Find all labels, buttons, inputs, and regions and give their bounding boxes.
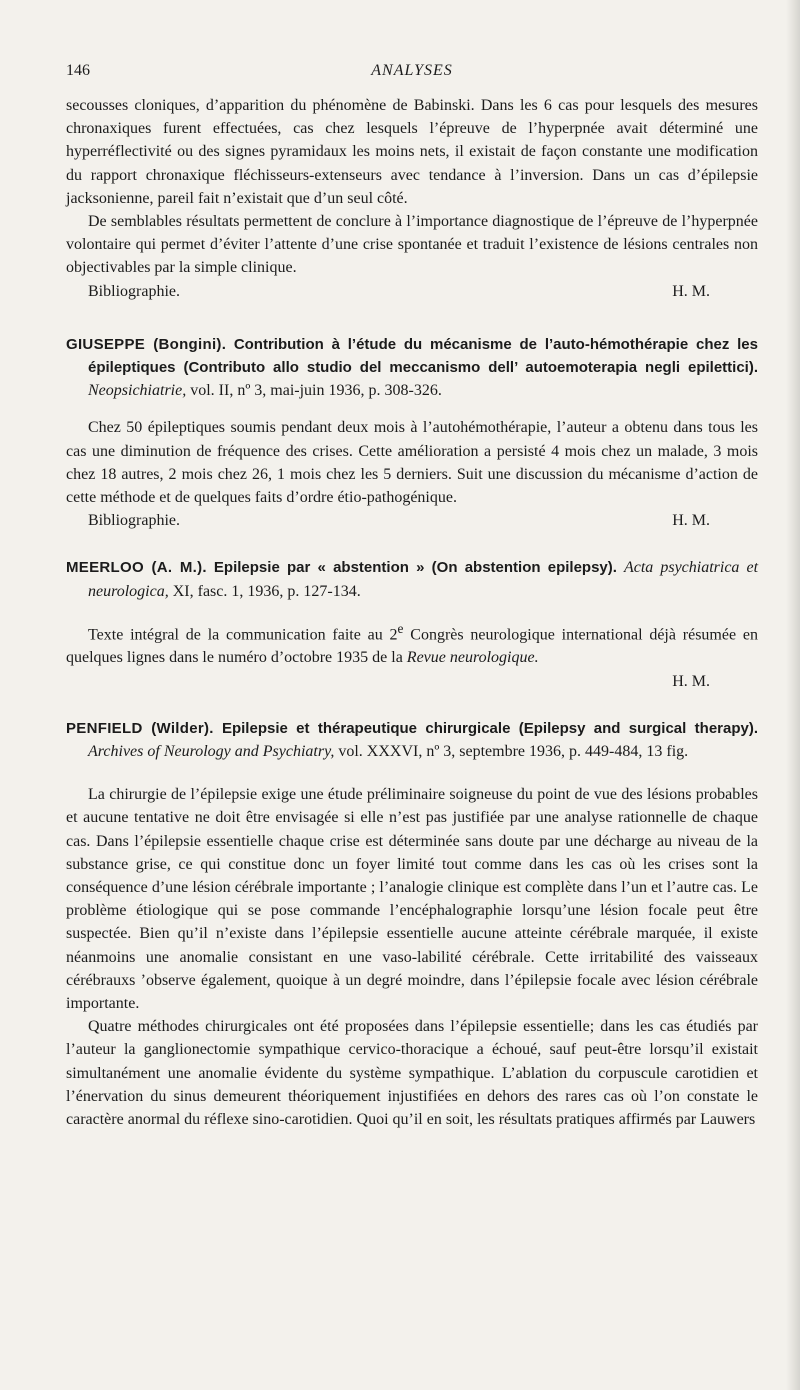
entry-paragraph-text-a: Texte intégral de la communication faite au 2: [88, 626, 398, 644]
entry-paragraph-2: Quatre méthodes chirurgicales ont été proposées dans l’épilepsie essentielle; dans les cas étudiés par l’auteur la ganglionectomie sympathique cervico-thoracique a échoué, sauf peut-être lorsqu’il existait simultanément une anomalie évidente du système sympathique. L’ablation du corpuscule carotidien et l’énervation du sinus demeurent théoriquement injustifiées en dehors des rares cas où l’on constate le caractère anormal du réflexe sino-carotidien. Quoi qu’il en soit, les résultats pratiques affirmés par Lauwers: [66, 1018, 758, 1129]
abstract-entry-giuseppe: [66, 333, 758, 533]
entry-citation: vol. II, nº 3, mai-juin 1936, p. 308-326.: [190, 382, 442, 400]
entry-heading: [66, 333, 758, 403]
entry-author: MEERLOO (A. M.).: [66, 559, 207, 577]
running-title: ANALYSES: [371, 62, 453, 79]
entry-citation: XI, fasc. 1, 1936, p. 127-134.: [172, 582, 361, 600]
entry-journal: Acta psychiatrica et neurologica,: [88, 559, 759, 600]
abstract-entry-penfield: [66, 717, 758, 1131]
entry-heading: [66, 717, 758, 763]
bibliography-label: Bibliographie.: [88, 282, 180, 300]
entry-footer: [66, 509, 758, 532]
entry-paragraph: [66, 617, 758, 670]
page-number: 146: [66, 62, 90, 79]
entry-citation: vol. XXXVI, nº 3, septembre 1936, p. 449-484, 13 fig.: [338, 743, 689, 760]
running-head: [66, 62, 758, 86]
entry-title: Epilepsie et thérapeutique chirurgicale (Epilepsy and surgical therapy).: [221, 719, 759, 737]
entry-paragraph-journal: Revue neurologique.: [406, 649, 539, 667]
entry-title: Contribution à l’étude du mécanisme de l’auto-hémothérapie chez les épileptiques (Contributo allo studio del meccanismo dell’ autoemoterapia negli epilettici).: [88, 335, 758, 377]
bibliography-label: Bibliographie.: [88, 512, 180, 530]
entry-heading: [66, 556, 758, 602]
document-page: [66, 62, 758, 1131]
entry-journal: Neopsichiatrie,: [88, 382, 187, 400]
page-edge-shadow: [786, 0, 800, 1390]
entry-title: Epilepsie par « abstention » (On abstention epilepsy).: [213, 559, 617, 577]
entry-paragraph: Chez 50 épileptiques soumis pendant deux mois à l’autohémothérapie, l’auteur a obtenu dans tous les cas une diminution de fréquence des crises. Cette amélioration a persisté 4 mois chez un malade, 3 mois chez 18 autres, 2 mois chez 26, 1 mois chez les 5 derniers. Suit une discussion du mécanisme d’action de cette méthode et de quelques faits d’ordre étio-pathogénique.: [66, 419, 758, 507]
signature: H. M.: [672, 512, 710, 530]
ordinal-superscript: e: [397, 620, 404, 636]
continuation-paragraph-2: De semblables résultats permettent de conclure à l’importance diagnostique de l’épreuve de l’hyperpnée volontaire qui permet d’éviter l’attente d’une crise spontanée et traduit l’existence de lésions centrales non objectivables par la simple clinique.: [66, 213, 758, 277]
entry-author: GIUSEPPE (Bongini).: [66, 335, 227, 353]
abstract-entry-meerloo: [66, 556, 758, 692]
entry-author: PENFIELD (Wilder).: [66, 719, 214, 737]
entry-paragraph-1: La chirurgie de l’épilepsie exige une étude préliminaire soigneuse du point de vue des lésions probables et aucune tentative ne doit être envisagée si elle n’est pas justifiée par une analyse rationnelle de chaque cas. Dans l’épilepsie essentielle chaque crise est déterminée sans doute par une décharge au niveau de la substance grise, ce qui constitue donc un foyer limité tout comme dans les cas où les crises sont la conséquence d’une lésion cérébrale importante ; l’analogie clinique est complète dans l’un et l’autre cas. Le problème étiologique qui se pose commande l’encéphalographie lorsqu’une lésion focale peut être suspectée. Bien qu’il n’existe dans l’épilepsie essentielle aucune atteinte cérébrale marquée, il existe néanmoins une anomalie consistant en une vaso-labilité cérébrale. Cette irritabilité des vaisseaux cérébrauxs ’observe également, quoique à un degré moindre, dans l’épilepsie focale avec lésion cérébrale importante.: [66, 786, 758, 1013]
signature: H. M.: [672, 672, 710, 690]
entry-journal: Archives of Neurology and Psychiatry,: [88, 743, 335, 760]
signature: H. M.: [672, 282, 710, 300]
continuation-footer: [66, 280, 758, 303]
entry-paragraph-text-b: Congrès neurologique international déjà résumée en quelques lignes dans le numéro d’octobre 1935 de la: [66, 626, 758, 667]
continuation-paragraph-1: secousses cloniques, d’apparition du phénomène de Babinski. Dans les 6 cas pour lesquels des mesures chronaxiques furent effectuées, cas chez lesquels l’épreuve de l’hyperpnée avait déterminé une hyperréflectivité ou des signes pyramidaux les moins nets, il existait de façon constante une modification du rapport chronaxique fléchisseurs-extenseurs avec tendance à l’inversion. Dans un cas d’épilepsie jacksonienne, pareil fait n’existait que d’un seul côté.: [66, 97, 758, 207]
